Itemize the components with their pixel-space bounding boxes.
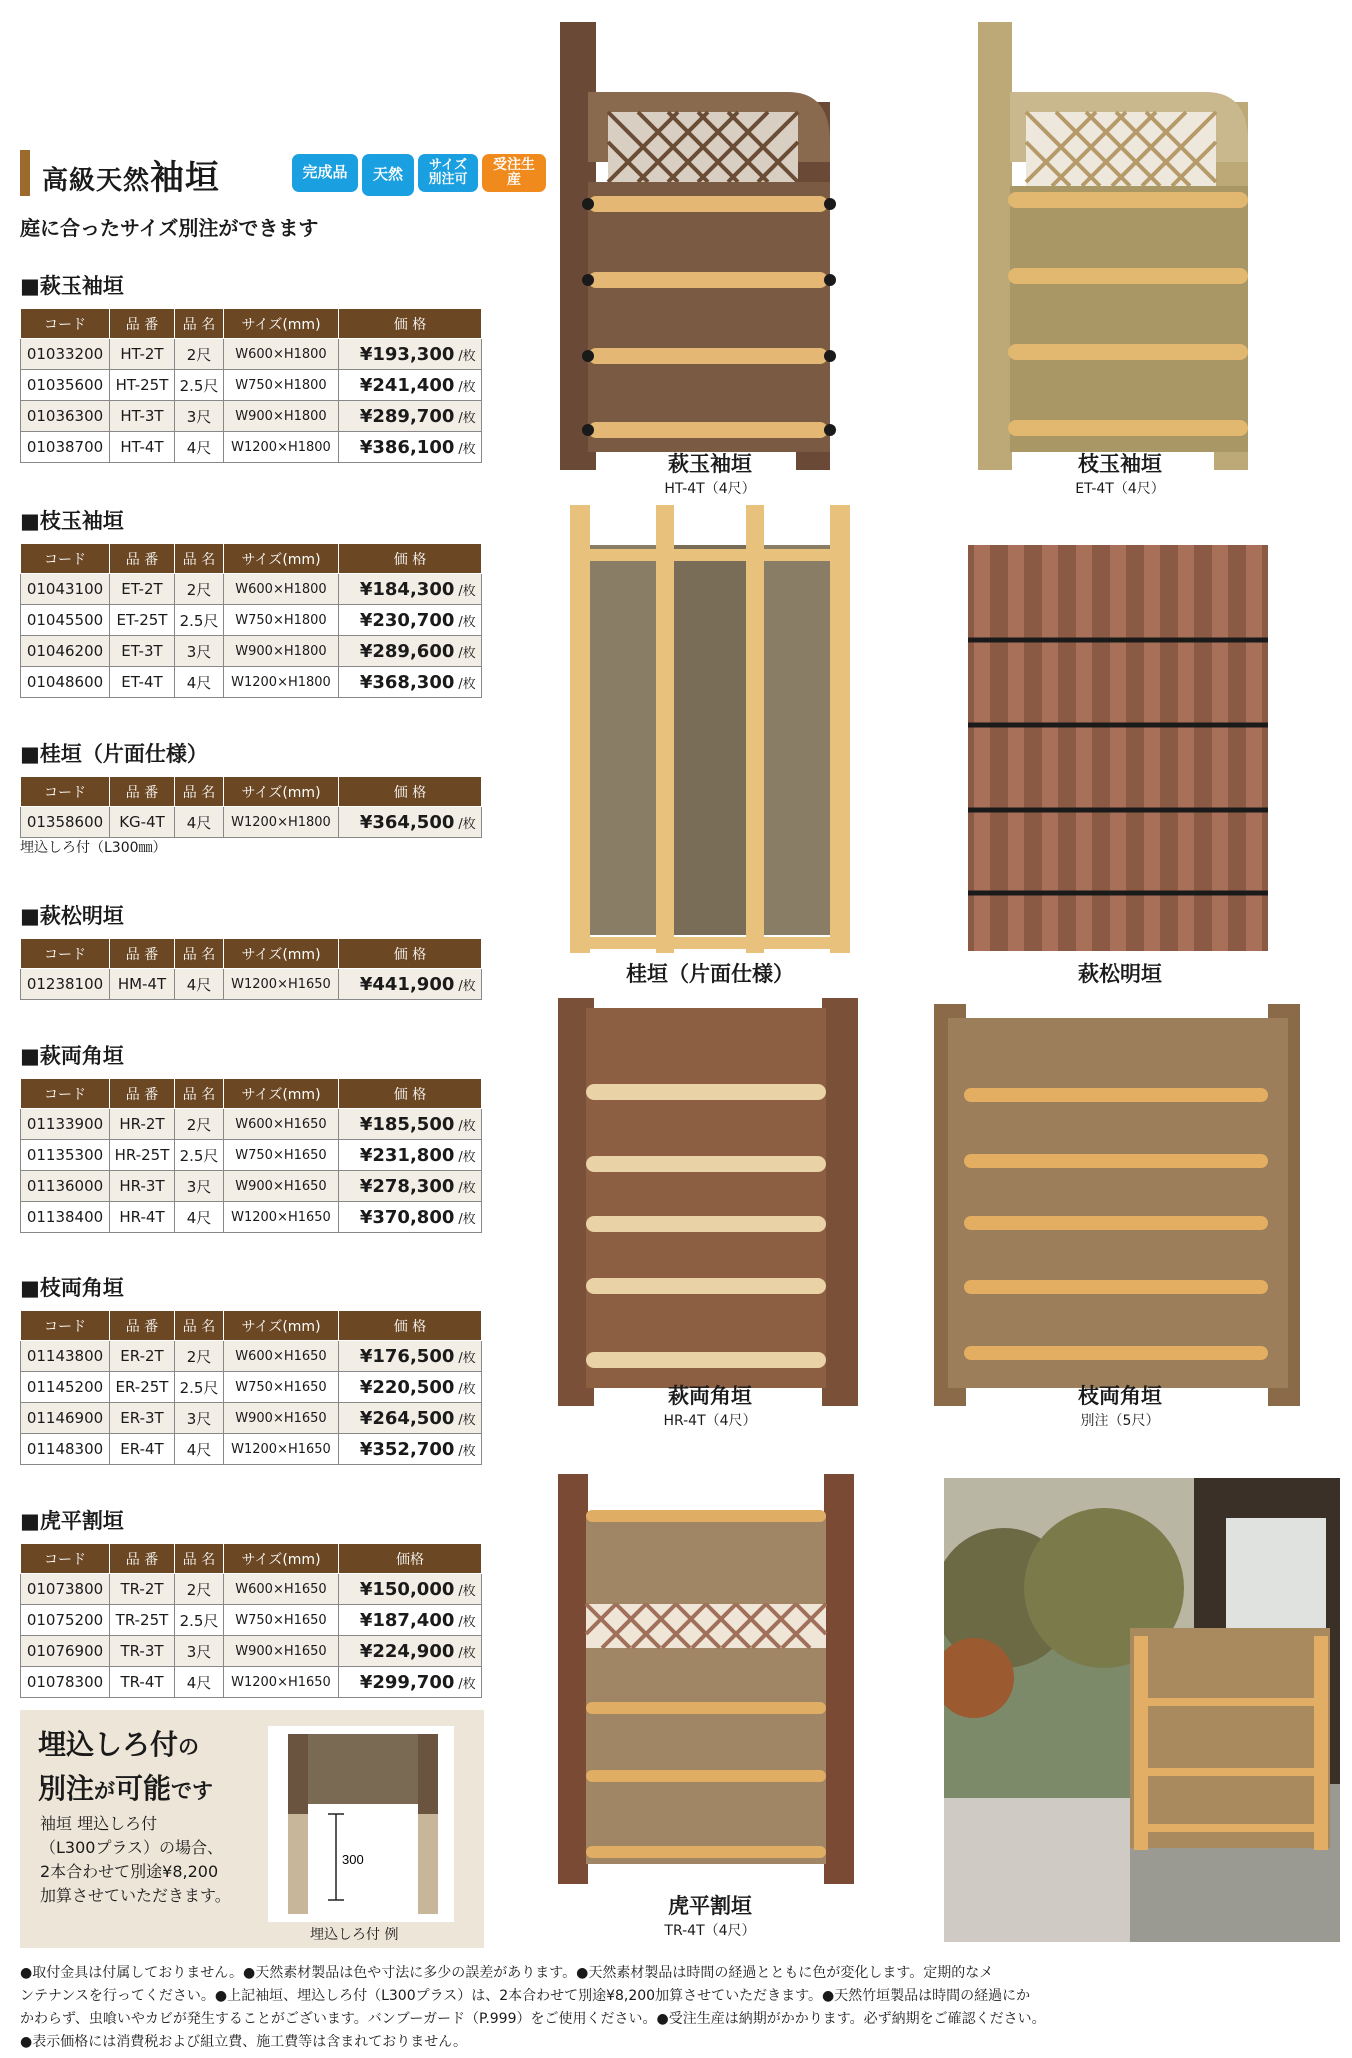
table-row	[21, 605, 482, 636]
section-title: ■虎平割垣	[20, 1509, 124, 1533]
cell-size: W600×H1650	[224, 1574, 339, 1605]
cell-per: /枚	[456, 339, 481, 370]
caption-tora-hirawari: 虎平割垣 TR-4T（4尺）	[664, 1894, 756, 1939]
promo-heading: 埋込しろ付の 別注が可能です	[38, 1728, 214, 1805]
footer-line-2: ンテナンスを行ってください。●上記袖垣、埋込しろ付（L300プラス）は、2本合わせて別途¥8,200加算させていただきます。●天然竹垣製品は時間の経過にか	[20, 1988, 1031, 2004]
column-header: コード	[21, 1079, 110, 1109]
cell-code: 01138400	[21, 1202, 110, 1233]
table-row	[21, 1372, 482, 1403]
cell-per: /枚	[456, 1140, 481, 1171]
price-table	[20, 543, 482, 698]
cell-name: 4尺	[175, 969, 224, 1000]
cell-num: HR-2T	[110, 1109, 175, 1140]
title-accent-bar	[20, 150, 30, 196]
cell-price: ¥176,500	[339, 1341, 457, 1372]
column-header: 品 名	[175, 544, 224, 574]
cell-num: ET-2T	[110, 574, 175, 605]
cell-name: 3尺	[175, 636, 224, 667]
cell-per: /枚	[456, 1667, 481, 1698]
table-row	[21, 339, 482, 370]
cell-price: ¥299,700	[339, 1667, 457, 1698]
column-header: 価格	[339, 1544, 482, 1574]
cell-code: 01045500	[21, 605, 110, 636]
cell-num: TR-3T	[110, 1636, 175, 1667]
cell-per: /枚	[456, 636, 481, 667]
cell-num: KG-4T	[110, 807, 175, 838]
table-row	[21, 1202, 482, 1233]
section-title: ■桂垣（片面仕様）	[20, 742, 208, 766]
table-row	[21, 370, 482, 401]
cell-code: 01036300	[21, 401, 110, 432]
cell-per: /枚	[456, 1403, 481, 1434]
cell-per: /枚	[456, 1109, 481, 1140]
badge-complete: 完成品	[292, 154, 358, 192]
hagi-tama-fence-image	[548, 22, 878, 472]
cell-code: 01075200	[21, 1605, 110, 1636]
cell-size: W600×H1800	[224, 339, 339, 370]
cell-num: TR-4T	[110, 1667, 175, 1698]
cell-size: W750×H1650	[224, 1140, 339, 1171]
cell-num: ER-3T	[110, 1403, 175, 1434]
cell-price: ¥185,500	[339, 1109, 457, 1140]
cell-per: /枚	[456, 1434, 481, 1465]
column-header: サイズ(mm)	[224, 777, 339, 807]
cell-size: W900×H1800	[224, 401, 339, 432]
tora-hirawari-fence-image	[556, 1474, 856, 1886]
table-row	[21, 1605, 482, 1636]
cell-size: W900×H1650	[224, 1636, 339, 1667]
cell-price: ¥441,900	[339, 969, 457, 1000]
column-header: サイズ(mm)	[224, 1544, 339, 1574]
cell-code: 01143800	[21, 1341, 110, 1372]
cell-per: /枚	[456, 1202, 481, 1233]
table-row	[21, 807, 482, 838]
cell-num: HR-3T	[110, 1171, 175, 1202]
table-row	[21, 667, 482, 698]
embed-example-caption: 埋込しろ付 例	[310, 1927, 399, 1943]
price-table	[20, 938, 482, 1000]
cell-name: 2.5尺	[175, 605, 224, 636]
cell-num: TR-2T	[110, 1574, 175, 1605]
column-header: 品 名	[175, 1311, 224, 1341]
promo-text: 袖垣 埋込しろ付 （L300プラス）の場合、 2本合わせて別途¥8,200 加算させていただきます。	[40, 1814, 231, 1905]
cell-size: W900×H1650	[224, 1171, 339, 1202]
cell-per: /枚	[456, 1171, 481, 1202]
cell-per: /枚	[456, 1605, 481, 1636]
column-header: 価 格	[339, 544, 482, 574]
column-header: 品 名	[175, 309, 224, 339]
cell-price: ¥370,800	[339, 1202, 457, 1233]
cell-code: 01078300	[21, 1667, 110, 1698]
price-table	[20, 776, 482, 838]
cell-price: ¥289,700	[339, 401, 457, 432]
cell-code: 01136000	[21, 1171, 110, 1202]
cell-code: 01048600	[21, 667, 110, 698]
cell-code: 01076900	[21, 1636, 110, 1667]
cell-num: ET-4T	[110, 667, 175, 698]
price-table	[20, 308, 482, 463]
column-header: 品 名	[175, 777, 224, 807]
table-row	[21, 1341, 482, 1372]
table-row	[21, 1403, 482, 1434]
caption-hagi-shoumei: 萩松明垣	[1078, 962, 1162, 986]
column-header: 価 格	[339, 309, 482, 339]
katsura-fence-image	[564, 505, 854, 955]
section-note: 埋込しろ付（L300㎜）	[20, 840, 167, 856]
cell-size: W600×H1800	[224, 574, 339, 605]
column-header: 品 番	[110, 1079, 175, 1109]
cell-size: W900×H1800	[224, 636, 339, 667]
cell-name: 4尺	[175, 807, 224, 838]
cell-price: ¥220,500	[339, 1372, 457, 1403]
cell-size: W750×H1800	[224, 605, 339, 636]
cell-price: ¥193,300	[339, 339, 457, 370]
cell-per: /枚	[456, 969, 481, 1000]
column-header: コード	[21, 1311, 110, 1341]
cell-size: W600×H1650	[224, 1341, 339, 1372]
cell-code: 01135300	[21, 1140, 110, 1171]
cell-size: W1200×H1800	[224, 667, 339, 698]
caption-hagi-ryoukaku: 萩両角垣 HR-4T（4尺）	[663, 1384, 757, 1429]
cell-code: 01145200	[21, 1372, 110, 1403]
column-header: 品 番	[110, 1311, 175, 1341]
cell-num: HT-25T	[110, 370, 175, 401]
table-row	[21, 1140, 482, 1171]
table-row	[21, 401, 482, 432]
price-table	[20, 1310, 482, 1465]
cell-name: 4尺	[175, 1434, 224, 1465]
cell-num: ER-4T	[110, 1434, 175, 1465]
cell-price: ¥368,300	[339, 667, 457, 698]
cell-name: 4尺	[175, 1667, 224, 1698]
cell-num: HT-3T	[110, 401, 175, 432]
table-row	[21, 1109, 482, 1140]
column-header: コード	[21, 1544, 110, 1574]
cell-per: /枚	[456, 667, 481, 698]
cell-per: /枚	[456, 1636, 481, 1667]
feature-badges	[292, 154, 546, 196]
cell-code: 01033200	[21, 339, 110, 370]
price-table	[20, 1543, 482, 1698]
cell-num: HR-25T	[110, 1140, 175, 1171]
column-header: 品 名	[175, 939, 224, 969]
page-title	[42, 150, 220, 199]
table-row	[21, 1636, 482, 1667]
column-header: サイズ(mm)	[224, 544, 339, 574]
cell-price: ¥230,700	[339, 605, 457, 636]
cell-size: W750×H1800	[224, 370, 339, 401]
column-header: 価 格	[339, 939, 482, 969]
cell-code: 01073800	[21, 1574, 110, 1605]
cell-size: W1200×H1650	[224, 969, 339, 1000]
price-table	[20, 1078, 482, 1233]
column-header: 品 番	[110, 544, 175, 574]
column-header: サイズ(mm)	[224, 939, 339, 969]
cell-name: 2.5尺	[175, 1605, 224, 1636]
section-title: ■萩玉袖垣	[20, 274, 124, 298]
badge-made-to-order: 受注生産	[482, 154, 546, 192]
cell-num: ET-3T	[110, 636, 175, 667]
table-row	[21, 1171, 482, 1202]
cell-name: 4尺	[175, 1202, 224, 1233]
column-header: コード	[21, 544, 110, 574]
table-row	[21, 636, 482, 667]
cell-name: 2尺	[175, 1574, 224, 1605]
cell-price: ¥241,400	[339, 370, 457, 401]
cell-num: ER-2T	[110, 1341, 175, 1372]
cell-name: 4尺	[175, 667, 224, 698]
cell-code: 01035600	[21, 370, 110, 401]
section-title: ■枝両角垣	[20, 1276, 124, 1300]
cell-name: 4尺	[175, 432, 224, 463]
column-header: コード	[21, 939, 110, 969]
cell-per: /枚	[456, 370, 481, 401]
cell-per: /枚	[456, 807, 481, 838]
table-row	[21, 969, 482, 1000]
cell-code: 01038700	[21, 432, 110, 463]
cell-size: W1200×H1800	[224, 432, 339, 463]
table-row	[21, 1667, 482, 1698]
footer-notes	[20, 1962, 1340, 2054]
cell-code: 01133900	[21, 1109, 110, 1140]
caption-eda-ryoukaku: 枝両角垣 別注（5尺）	[1078, 1384, 1162, 1429]
column-header: 品 名	[175, 1544, 224, 1574]
cell-name: 2尺	[175, 1341, 224, 1372]
cell-code: 01358600	[21, 807, 110, 838]
caption-hagi-tama: 萩玉袖垣 HT-4T（4尺）	[664, 452, 756, 497]
cell-price: ¥231,800	[339, 1140, 457, 1171]
cell-name: 2.5尺	[175, 1140, 224, 1171]
cell-num: TR-25T	[110, 1605, 175, 1636]
column-header: 品 番	[110, 777, 175, 807]
dimension-label: 300	[342, 1852, 364, 1867]
cell-size: W1200×H1800	[224, 807, 339, 838]
footer-line-3: かわらず、虫喰いやカビが発生することがございます。バンブーガード（P.999）をご使用ください。●受注生産は納期がかかります。必ず納期をご確認ください。	[20, 2011, 1046, 2027]
cell-price: ¥187,400	[339, 1605, 457, 1636]
column-header: コード	[21, 777, 110, 807]
garden-installation-photo	[944, 1478, 1340, 1942]
column-header: 品 番	[110, 309, 175, 339]
cell-size: W750×H1650	[224, 1605, 339, 1636]
cell-price: ¥386,100	[339, 432, 457, 463]
cell-size: W900×H1650	[224, 1403, 339, 1434]
title-main: 袖垣	[150, 158, 221, 198]
eda-tama-fence-image	[970, 22, 1280, 472]
cell-code: 01238100	[21, 969, 110, 1000]
cell-num: ET-25T	[110, 605, 175, 636]
cell-name: 3尺	[175, 1171, 224, 1202]
cell-name: 2.5尺	[175, 1372, 224, 1403]
cell-size: W750×H1650	[224, 1372, 339, 1403]
cell-name: 2尺	[175, 574, 224, 605]
cell-name: 3尺	[175, 1403, 224, 1434]
cell-price: ¥289,600	[339, 636, 457, 667]
cell-code: 01146900	[21, 1403, 110, 1434]
column-header: 品 番	[110, 939, 175, 969]
caption-katsura: 桂垣（片面仕様）	[626, 962, 794, 986]
cell-price: ¥150,000	[339, 1574, 457, 1605]
title-prefix: 高級天然	[42, 166, 151, 196]
cell-name: 3尺	[175, 1636, 224, 1667]
cell-per: /枚	[456, 432, 481, 463]
cell-name: 2尺	[175, 1109, 224, 1140]
column-header: サイズ(mm)	[224, 309, 339, 339]
cell-code: 01148300	[21, 1434, 110, 1465]
cell-code: 01046200	[21, 636, 110, 667]
embed-example-image	[268, 1726, 454, 1922]
table-row	[21, 1574, 482, 1605]
column-header: 価 格	[339, 1079, 482, 1109]
cell-per: /枚	[456, 605, 481, 636]
section-title: ■萩松明垣	[20, 904, 124, 928]
cell-per: /枚	[456, 1372, 481, 1403]
cell-price: ¥278,300	[339, 1171, 457, 1202]
cell-name: 2.5尺	[175, 370, 224, 401]
cell-price: ¥224,900	[339, 1636, 457, 1667]
cell-code: 01043100	[21, 574, 110, 605]
cell-price: ¥184,300	[339, 574, 457, 605]
column-header: サイズ(mm)	[224, 1079, 339, 1109]
cell-size: W600×H1650	[224, 1109, 339, 1140]
cell-per: /枚	[456, 1341, 481, 1372]
cell-name: 3尺	[175, 401, 224, 432]
cell-num: HR-4T	[110, 1202, 175, 1233]
cell-per: /枚	[456, 401, 481, 432]
column-header: 価 格	[339, 777, 482, 807]
column-header: 価 格	[339, 1311, 482, 1341]
footer-line-4: ●表示価格には消費税および組立費、施工費等は含まれておりません。	[20, 2034, 468, 2050]
hagi-ryoukaku-fence-image	[556, 998, 862, 1408]
cell-num: HM-4T	[110, 969, 175, 1000]
cell-price: ¥364,500	[339, 807, 457, 838]
cell-size: W1200×H1650	[224, 1667, 339, 1698]
eda-ryoukaku-fence-image	[928, 1004, 1308, 1408]
section-title: ■萩両角垣	[20, 1044, 124, 1068]
column-header: 品 番	[110, 1544, 175, 1574]
column-header: サイズ(mm)	[224, 1311, 339, 1341]
cell-num: HT-4T	[110, 432, 175, 463]
table-row	[21, 1434, 482, 1465]
hagi-shoumei-fence-image	[968, 545, 1268, 955]
table-row	[21, 574, 482, 605]
page-subtitle: 庭に合ったサイズ別注ができます	[20, 216, 319, 240]
column-header: コード	[21, 309, 110, 339]
badge-custom-size: サイズ 別注可	[418, 154, 478, 192]
section-title: ■枝玉袖垣	[20, 509, 124, 533]
cell-per: /枚	[456, 1574, 481, 1605]
badge-natural: 天然	[362, 154, 414, 196]
cell-num: ER-25T	[110, 1372, 175, 1403]
cell-size: W1200×H1650	[224, 1202, 339, 1233]
table-row	[21, 432, 482, 463]
cell-size: W1200×H1650	[224, 1434, 339, 1465]
cell-per: /枚	[456, 574, 481, 605]
cell-num: HT-2T	[110, 339, 175, 370]
caption-eda-tama: 枝玉袖垣 ET-4T（4尺）	[1075, 452, 1165, 497]
column-header: 品 名	[175, 1079, 224, 1109]
cell-price: ¥352,700	[339, 1434, 457, 1465]
cell-price: ¥264,500	[339, 1403, 457, 1434]
cell-name: 2尺	[175, 339, 224, 370]
footer-line-1: ●取付金具は付属しておりません。●天然素材製品は色や寸法に多少の誤差があります。●天然素材製品は時間の経過とともに色が変化します。定期的なメ	[20, 1965, 994, 1981]
